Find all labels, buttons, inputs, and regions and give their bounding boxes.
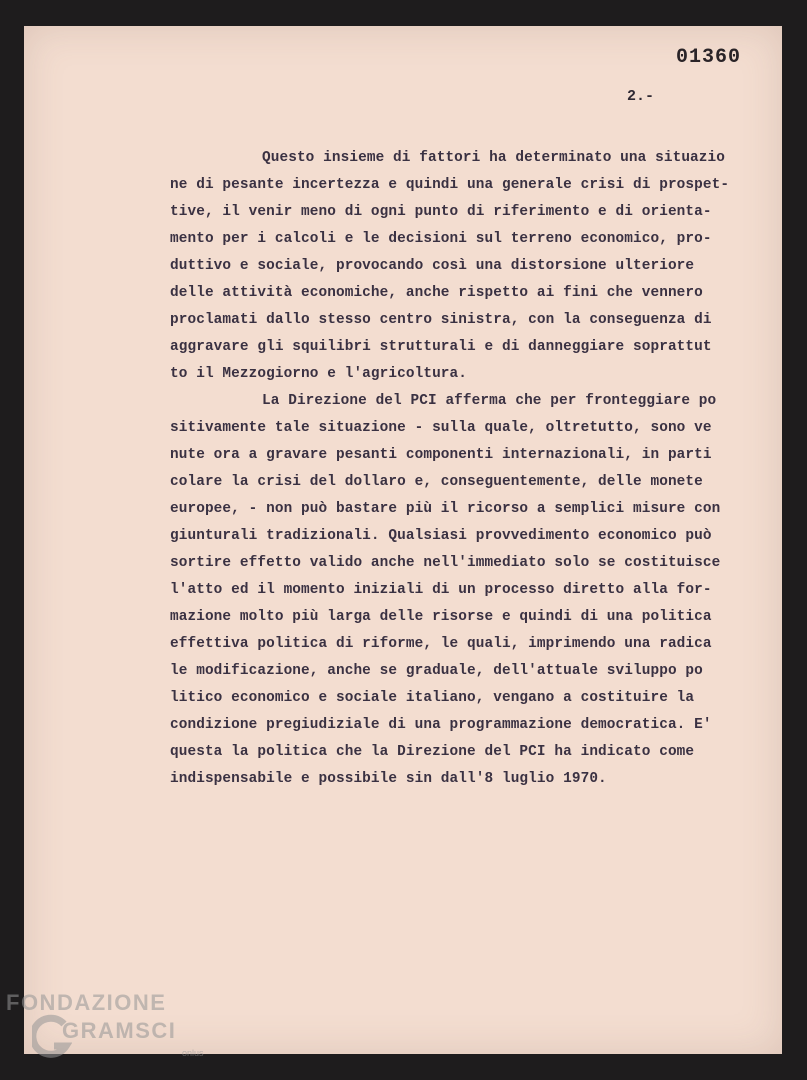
text-line: mazione molto più larga delle risorse e quindi di una politica (170, 609, 712, 625)
text-line: sitivamente tale situazione - sulla quale, oltretutto, sono ve (170, 420, 712, 436)
text-line: La Direzione del PCI afferma che per fronteggiare po (262, 393, 717, 409)
text-line: mento per i calcoli e le decisioni sul terreno economico, pro- (170, 231, 712, 247)
text-line: colare la crisi del dollaro e, conseguentemente, delle monete (170, 474, 703, 490)
text-line: sortire effetto valido anche nell'immediato solo se costituisce (170, 555, 721, 571)
text-line: Questo insieme di fattori ha determinato una situazio (262, 150, 725, 166)
text-line: effettiva politica di riforme, le quali, imprimendo una radica (170, 636, 712, 652)
text-line: europee, - non può bastare più il ricorso a semplici misure con (170, 501, 721, 517)
text-line: condizione pregiudiziale di una programmazione democratica. E' (170, 717, 712, 733)
typed-text-body (170, 145, 770, 793)
watermark-line-2: GRAMSCI (62, 1018, 177, 1043)
text-line: aggravare gli squilibri strutturali e di danneggiare soprattut (170, 339, 712, 355)
watermark-line-1: FONDAZIONE (6, 990, 167, 1015)
text-line: litico economico e sociale italiano, vengano a costituire la (170, 690, 695, 706)
text-line: nute ora a gravare pesanti componenti internazionali, in parti (170, 447, 712, 463)
text-line: tive, il venir meno di ogni punto di riferimento e di orientа- (170, 204, 712, 220)
text-line: giunturali tradizionali. Qualsiasi provvedimento economico può (170, 528, 712, 544)
text-line: l'atto ed il momento iniziali di un processo diretto alla for- (170, 582, 712, 598)
text-line: proclamati dallo stesso centro sinistra, con la conseguenza di (170, 312, 712, 328)
text-line: to il Mezzogiorno e l'agricoltura. (170, 366, 468, 382)
foundation-watermark (6, 990, 226, 1070)
text-line: delle attività economiche, anche rispetto ai fini che vennero (170, 285, 703, 301)
text-line: indispensabile e possibile sin dall'8 luglio 1970. (170, 771, 607, 787)
text-line: duttivo e sociale, provocando così una distorsione ulteriore (170, 258, 695, 274)
watermark-line-3: onlus (182, 1048, 204, 1058)
page-number: 2.- (627, 88, 655, 105)
text-line: ne di pesante incertezza e quindi una generale crisi di prospet- (170, 177, 730, 193)
document-number: 01360 (676, 46, 742, 69)
text-line: le modificazione, anche se graduale, dell'attuale sviluppo po (170, 663, 703, 679)
text-line: questa la politica che la Direzione del PCI ha indicato come (170, 744, 695, 760)
